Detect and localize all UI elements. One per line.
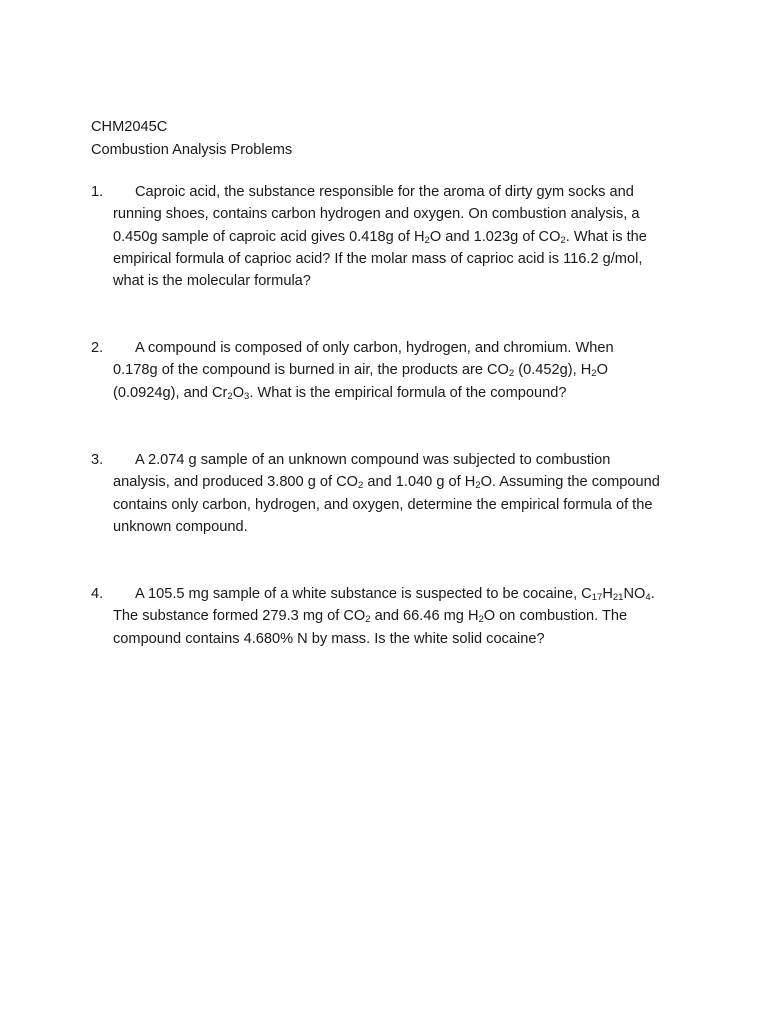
- problem-text-line: [91, 449, 691, 471]
- subscript: 2: [478, 614, 484, 626]
- problem-number: 4.: [91, 586, 104, 602]
- subscript: 2: [365, 614, 371, 626]
- problem-text-line: [91, 203, 691, 225]
- problem-number: 1.: [91, 184, 104, 200]
- text-run: compound contains 4.680% N by mass. Is the white solid cocaine?: [113, 630, 545, 647]
- problem-number: 3.: [91, 452, 104, 468]
- subscript: 2: [424, 234, 430, 246]
- text-run: running shoes, contains carbon hydrogen and oxygen. On combustion analysis, a: [113, 206, 640, 223]
- text-run: A 2.074 g sample of an unknown compound was subjected to combustion: [135, 452, 611, 468]
- text-run: O. Assuming the compound: [480, 474, 660, 491]
- text-run: .: [650, 586, 655, 602]
- subscript: 17: [591, 592, 603, 603]
- text-run: NO: [623, 586, 646, 602]
- document-header: [91, 116, 292, 161]
- subscript: 4: [645, 592, 651, 603]
- problem-3: [91, 449, 691, 538]
- subscript: 21: [612, 592, 624, 603]
- text-run: unknown compound.: [113, 518, 248, 535]
- problem-text-line: [91, 516, 691, 538]
- text-run: . What is the empirical formula of the compound?: [249, 384, 567, 401]
- text-run: H: [602, 586, 613, 602]
- text-run: O: [232, 384, 245, 401]
- problem-4: [91, 583, 691, 650]
- text-run: analysis, and produced 3.800 g of CO: [113, 474, 359, 491]
- subscript: 2: [560, 234, 566, 246]
- subscript: 2: [508, 368, 515, 380]
- problem-text-line: [91, 226, 691, 248]
- course-code: CHM2045C: [91, 119, 168, 135]
- problem-number: 2.: [91, 340, 104, 356]
- problem-2: [91, 337, 691, 404]
- text-run: A compound is composed of only carbon, hydrogen, and chromium. When: [135, 340, 614, 356]
- problem-text-line: [91, 359, 691, 381]
- subscript: 3: [244, 390, 250, 402]
- problem-text-line: [91, 270, 691, 292]
- problem-text-line: [91, 471, 691, 493]
- problem-text-line: [91, 382, 691, 404]
- text-run: O: [596, 362, 608, 379]
- subscript: 2: [591, 368, 597, 380]
- problem-text-line: [91, 583, 691, 605]
- problem-text-line: [91, 181, 691, 203]
- text-run: 0.450g sample of caproic acid gives 0.418g of H: [113, 228, 425, 245]
- text-run: empirical formula of caprioc acid? If the molar mass of caprioc acid is 116.2 g/mol,: [113, 250, 643, 267]
- subscript: 2: [227, 390, 233, 402]
- text-run: 0.178g of the compound is burned in air, the products are CO: [113, 362, 509, 379]
- problem-1: [91, 181, 691, 292]
- document-title: Combustion Analysis Problems: [91, 141, 293, 158]
- text-run: O and 1.023g of CO: [429, 228, 561, 245]
- text-run: A 105.5 mg sample of a white substance is suspected to be cocaine, C: [135, 586, 592, 602]
- text-run: what is the molecular formula?: [113, 273, 311, 290]
- problem-text-line: [91, 494, 691, 516]
- problem-text-line: [91, 337, 691, 359]
- text-run: . What is the: [565, 228, 647, 245]
- problem-text-line: [91, 605, 691, 627]
- text-run: (0.452g), H: [514, 362, 592, 379]
- problem-text-line: [91, 628, 691, 650]
- text-run: O on combustion. The: [483, 608, 628, 625]
- text-run: and 66.46 mg H: [370, 608, 479, 625]
- text-run: (0.0924g), and Cr: [113, 384, 228, 401]
- text-run: contains only carbon, hydrogen, and oxygen, determine the empirical formula of the: [113, 496, 653, 513]
- problem-text-line: [91, 248, 691, 270]
- text-run: Caproic acid, the substance responsible for the aroma of dirty gym socks and: [135, 184, 634, 200]
- text-run: The substance formed 279.3 mg of CO: [113, 608, 366, 625]
- subscript: 2: [358, 480, 364, 492]
- text-run: and 1.040 g of H: [363, 474, 476, 491]
- subscript: 2: [475, 480, 481, 492]
